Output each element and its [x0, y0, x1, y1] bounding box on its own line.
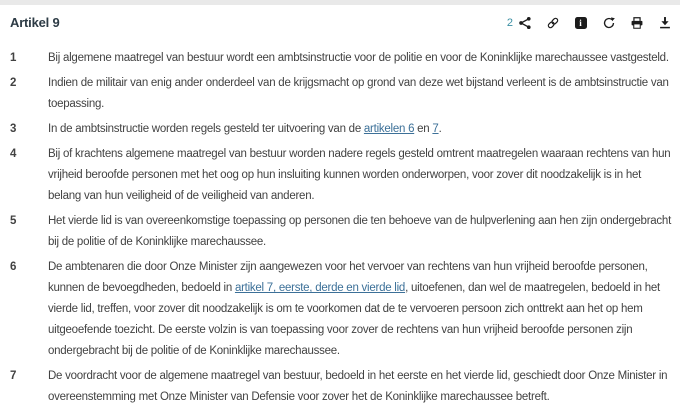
paragraph-text-segment: , uitoefenen, dan wel de maatregelen, bedoeld in het vierde lid, treffen, voor zover dit noodzakelijk is om te voorkomen dat de te vervoeren persoon zich onttrekt aan het op hem uitgeoefende toezicht. De eerste volzin is van toepassing voor zover de rechtens van hun vrijheid beroofde personen zijn ondergebracht bij de politie of de Koninklijke marechaussee.: [48, 282, 660, 357]
paragraph-number: 2: [10, 77, 17, 89]
paragraph-text-segment: en: [414, 123, 433, 135]
paragraph-text: [48, 257, 672, 362]
article-paragraph: [10, 211, 672, 253]
article-paragraph: [10, 257, 672, 362]
paragraph-number: 3: [10, 123, 17, 135]
paragraph-text-segment: De ambtenaren die door Onze Minister zijn aangewezen voor het vervoer van rechtens van hun vrijheid beroofde personen, kunnen de bevoegdheden, bedoeld in: [48, 261, 648, 294]
permalink-button[interactable]: [545, 15, 560, 30]
inline-law-link[interactable]: artikel 7, eerste, derde en vierde lid: [234, 282, 406, 294]
article-list: [0, 40, 680, 408]
article-paragraph: [10, 366, 672, 408]
share-icon: [518, 16, 532, 30]
article-toolbar: [507, 15, 672, 30]
article-paragraph: [10, 144, 672, 207]
paragraph-text: [48, 119, 672, 140]
paragraph-text-segment: Indien de militair van enig ander onderdeel van de krijgsmacht op grond van deze wet bijstand verleent is de ambtsinstructie van toepassing.: [48, 77, 669, 110]
share-count: 2: [506, 16, 513, 29]
article-paragraph: [10, 73, 672, 115]
download-button[interactable]: [657, 15, 672, 30]
history-icon: [602, 16, 616, 30]
share-button[interactable]: [517, 15, 532, 30]
paragraph-number: 7: [10, 370, 17, 382]
info-icon: i: [575, 17, 587, 29]
article-title: Artikel 9: [10, 15, 60, 30]
paragraph-text: [48, 366, 672, 408]
article-paragraph: [10, 119, 672, 140]
paragraph-text: [48, 144, 672, 207]
download-icon: [658, 16, 672, 30]
paragraph-text-segment: Het vierde lid is van overeenkomstige toepassing op personen die ten behoeve van de hulpverlening aan hen zijn ondergebracht bij de politie of de Koninklijke marechaussee.: [48, 215, 672, 248]
print-icon: [630, 16, 644, 30]
history-button[interactable]: [601, 15, 616, 30]
paragraph-text: [48, 211, 672, 253]
article-header: [0, 5, 680, 40]
paragraph-number: 5: [10, 215, 17, 227]
paragraph-number: 4: [10, 148, 17, 160]
inline-law-link[interactable]: artikelen 6: [363, 123, 415, 135]
paragraph-text-segment: .: [438, 123, 442, 135]
article-paragraph: [10, 48, 672, 69]
link-icon: [546, 16, 560, 30]
paragraph-text-segment: Bij of krachtens algemene maatregel van bestuur worden nadere regels gesteld omtrent maatregelen waaraan rechtens van hun vrijheid beroofde personen met het oog op hun insluiting kunnen worden onderworpen, voor zover dit noodzakelijk is in het belang van hun veiligheid of de veiligheid van anderen.: [48, 148, 671, 202]
paragraph-text-segment: Bij algemene maatregel van bestuur wordt een ambtsinstructie voor de politie en voor de Koninklijke marechaussee vastgesteld.: [48, 52, 669, 64]
print-button[interactable]: [629, 15, 644, 30]
paragraph-text-segment: De voordracht voor de algemene maatregel van bestuur, bedoeld in het eerste en het vierde lid, geschiedt door Onze Minister in overeenstemming met Onze Minister van Defensie voor zover het de Koninklijke marechaussee betreft.: [48, 370, 668, 403]
paragraph-number: 1: [10, 52, 17, 64]
info-button[interactable]: [573, 15, 588, 30]
paragraph-text: [48, 73, 672, 115]
inline-law-link[interactable]: 7: [432, 123, 439, 135]
paragraph-text: [48, 48, 672, 69]
paragraph-text-segment: In de ambtsinstructie worden regels gesteld ter uitvoering van de: [48, 123, 364, 135]
paragraph-number: 6: [10, 261, 17, 273]
